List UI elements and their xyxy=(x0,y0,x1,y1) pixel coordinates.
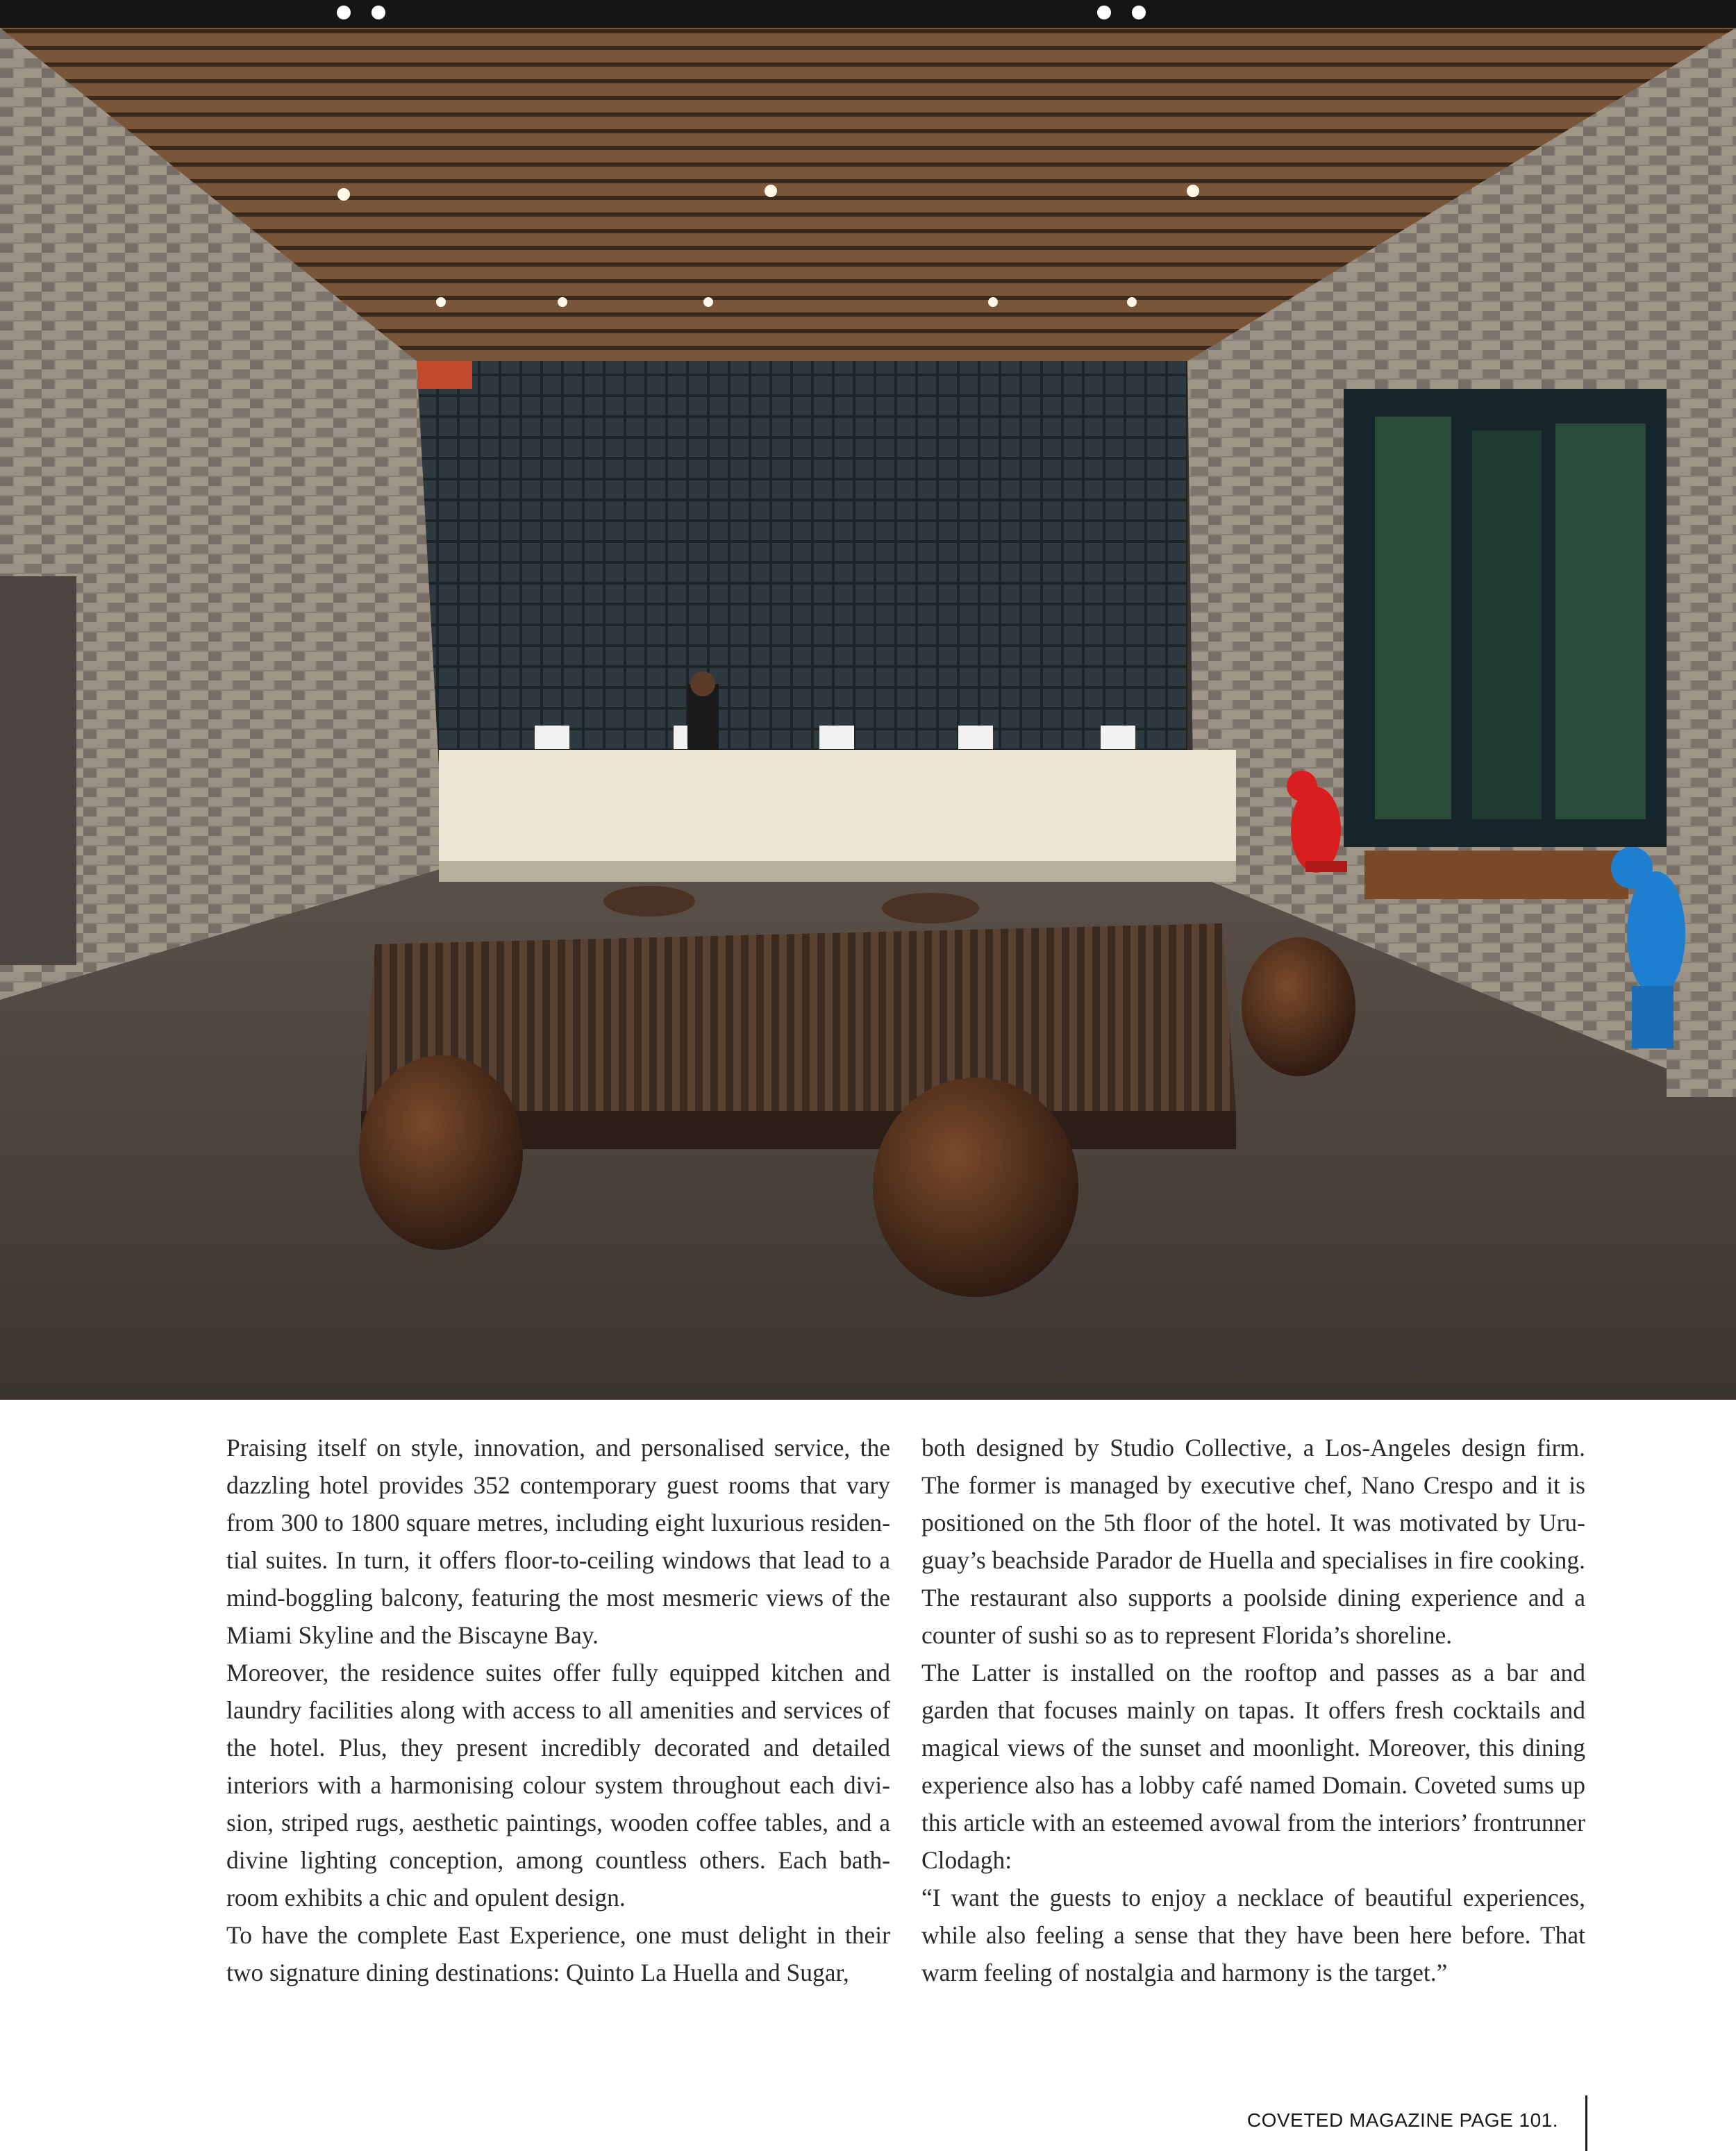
page-footer-label: COVETED MAGAZINE PAGE 101. xyxy=(1246,2109,1558,2131)
stool xyxy=(359,1055,523,1250)
pull-quote: “I want the guests to enjoy a necklace of beautiful experiences, while also feeling a sense that they have been here before. That warm feeling of nostalgia and harmony is the target.” xyxy=(921,1884,1585,1986)
article-column-left xyxy=(226,1429,890,1991)
paragraph: To have the complete East Experience, one must delight in their two signature dining destinations: Quinto La Huella and Sugar, xyxy=(226,1921,890,1986)
footer-divider xyxy=(1585,2095,1587,2151)
reception-desk xyxy=(439,750,1236,861)
paragraph: The Latter is installed on the rooftop and passes as a bar and garden that focuses mainly on tapas. It offers fresh cocktails and magical views of the sunset and moonlight. Moreover, this dining experience also has a lobby café named Domain. Coveted sums up this article with an esteemed avowal from the interiors’ frontrunner Clodagh: xyxy=(921,1659,1585,1874)
paragraph: Moreover, the residence suites offer fully equipped kitchen and laundry facilities along with access to all amenities and services of the hotel. Plus, they present incredibly decorated and detailed interiors with a harmonising colour system throughout each division, striped rugs, aesthetic paintings, wooden coffee tables, and a divine lighting conception, among countless others. Each bathroom exhibits a chic and opulent design. xyxy=(226,1659,890,1911)
stool xyxy=(1242,937,1355,1076)
paragraph: both designed by Studio Collective, a Los-Angeles design firm. The former is managed by executive chef, Nano Crespo and it is positioned on the 5th floor of the hotel. It was motivated by Uruguay’s beachside Parador de Huella and specialises in fire cooking. The restaurant also supports a poolside dining experience and a counter of sushi so as to represent Florida’s shoreline. xyxy=(921,1434,1585,1649)
back-wall-grid xyxy=(410,361,1187,750)
article-column-right xyxy=(921,1429,1585,1991)
paragraph: Praising itself on style, innovation, and personalised service, the dazzling hotel provides 352 contemporary guest rooms that vary from 300 to 1800 square metres, including eight luxurious residential suites. In turn, it offers floor-to-ceiling windows that lead to a mind-boggling balcony, featuring the most mesmeric views of the Miami Skyline and the Biscayne Bay. xyxy=(226,1434,890,1649)
stool xyxy=(873,1078,1078,1297)
